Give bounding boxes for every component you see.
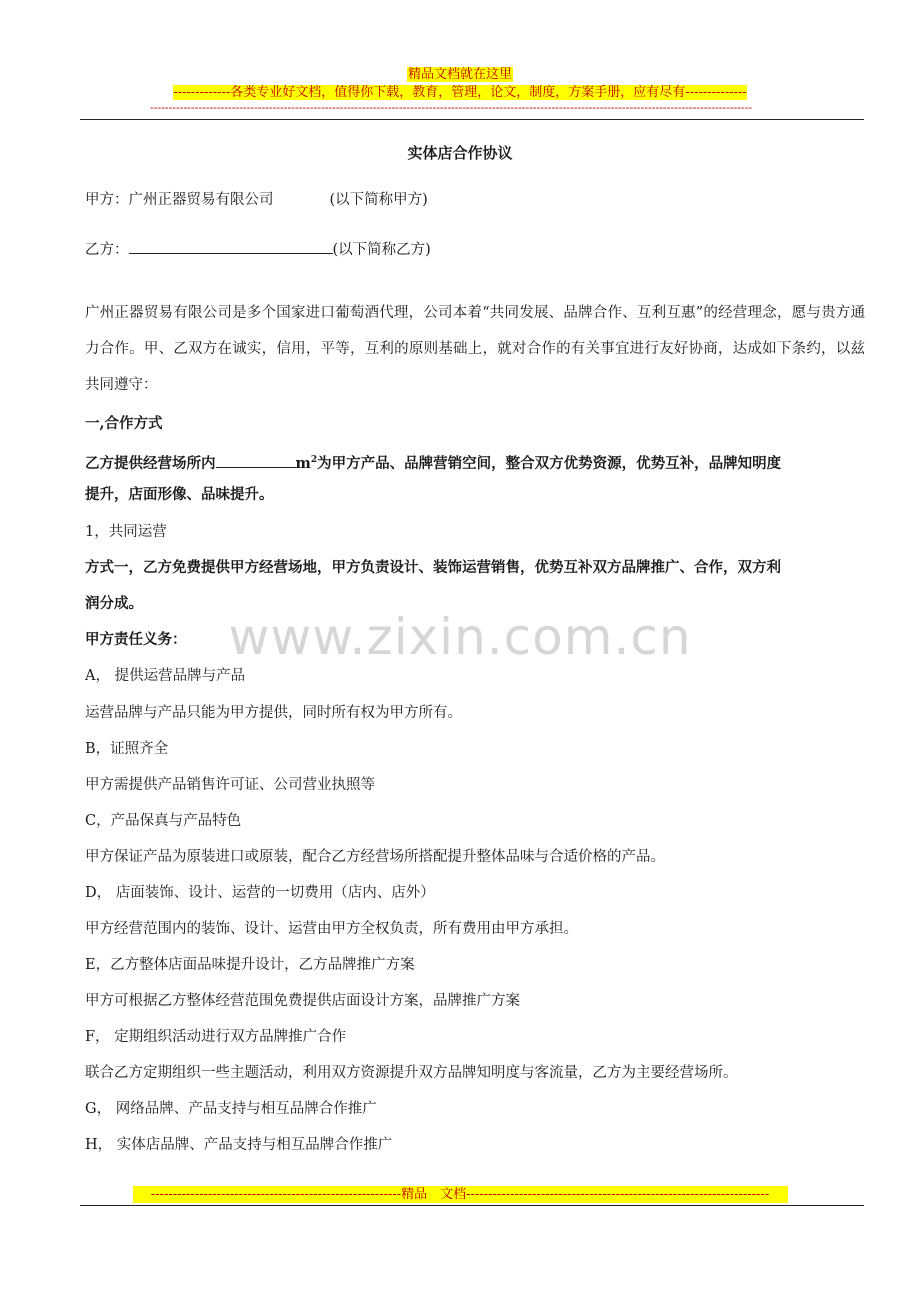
area-unit: $m^2$ xyxy=(295,454,318,472)
list-item: B，证照齐全 xyxy=(85,741,169,757)
list-item: A， 提供运营品牌与产品 xyxy=(85,668,246,684)
party-a-line xyxy=(85,190,428,210)
party-b-line xyxy=(85,239,431,260)
subsection-1: 1，共同运营 xyxy=(85,524,167,540)
section1-text-a: 乙方提供经营场所内 xyxy=(85,454,216,472)
document-title: 实体店合作协议 xyxy=(407,144,513,162)
list-item: 运营品牌与产品只能为甲方提供，同时所有权为甲方所有。 xyxy=(85,705,462,721)
list-item: F， 定期组织活动进行双方品牌推广合作 xyxy=(85,1029,347,1045)
list-item: 甲方经营范围内的装饰、设计、运营由甲方全权负责，所有费用由甲方承担。 xyxy=(85,921,578,937)
party-b-blank xyxy=(129,239,333,254)
section1-text-line2: 提升，店面形像、品味提升。 xyxy=(85,486,274,503)
footer-banner: ---------------------------------------------------------精品 文档--------------------------------------------------------------------- xyxy=(0,1186,920,1208)
list-item: E，乙方整体店面品味提升设计，乙方品牌推广方案 xyxy=(85,957,415,973)
party-b-label: 乙方： xyxy=(85,242,129,258)
area-blank xyxy=(216,453,296,468)
section1-heading: 一,合作方式 xyxy=(85,415,163,432)
mode1-line1: 方式一，乙方免费提供甲方经营场地，甲方负责设计、装饰运营销售，优势互补双方品牌推广、合作，双方利 xyxy=(85,559,781,576)
list-item: 甲方保证产品为原装进口或原装，配合乙方经营场所搭配提升整体品味与合适价格的产品。 xyxy=(85,849,665,865)
mode1-line2: 润分成。 xyxy=(85,595,143,612)
section1-text-b: 为甲方产品、品牌营销空间，整合双方优势资源，优势互补，品牌知明度 xyxy=(317,454,782,472)
list-item: C，产品保真与产品特色 xyxy=(85,813,242,829)
header-divider xyxy=(80,119,864,120)
intro-paragraph: 广州正器贸易有限公司是多个国家进口葡萄酒代理，公司本着“共同发展、品牌合作、互利互惠”的经营理念，愿与贵方通力合作。甲、乙双方在诚实，信用，平等，互利的原则基础上，就对合作的有关事宜进行友好协商，达成如下条约，以兹共同遵守： xyxy=(85,305,865,393)
footer-divider xyxy=(80,1205,864,1206)
header-dash-line: ------------------------------------------------------------------------------------------------------------------------------------------------------------------ xyxy=(150,101,753,114)
header-top-text: 精品文档就在这里 xyxy=(407,67,512,82)
list-item: H， 实体店品牌、产品支持与相互品牌合作推广 xyxy=(85,1137,393,1153)
party-a-alias: (以下简称甲方) xyxy=(329,192,428,208)
watermark: www.zixin.com.cn xyxy=(228,608,692,666)
header-tagline: -------------各类专业好文档，值得你下载，教育，管理，论文，制度，方案手册，应有尽有-------------- xyxy=(173,85,747,100)
list-item: D， 店面装饰、设计、运营的一切费用（店内、店外） xyxy=(85,885,435,901)
list-item: 联合乙方定期组织一些主题活动，利用双方资源提升双方品牌知明度与客流量，乙方为主要经营场所。 xyxy=(85,1065,738,1081)
list-item: 甲方需提供产品销售许可证、公司营业执照等 xyxy=(85,777,375,793)
list-item: G， 网络品牌、产品支持与相互品牌合作推广 xyxy=(85,1101,377,1117)
list-item: 甲方可根据乙方整体经营范围免费提供店面设计方案，品牌推广方案 xyxy=(85,993,520,1009)
party-b-alias: (以下简称乙方) xyxy=(332,242,431,258)
section1-text-line1 xyxy=(85,450,781,474)
duties-heading: 甲方责任义务： xyxy=(85,631,187,648)
party-a-label: 甲方：广州正器贸易有限公司 xyxy=(85,192,274,208)
